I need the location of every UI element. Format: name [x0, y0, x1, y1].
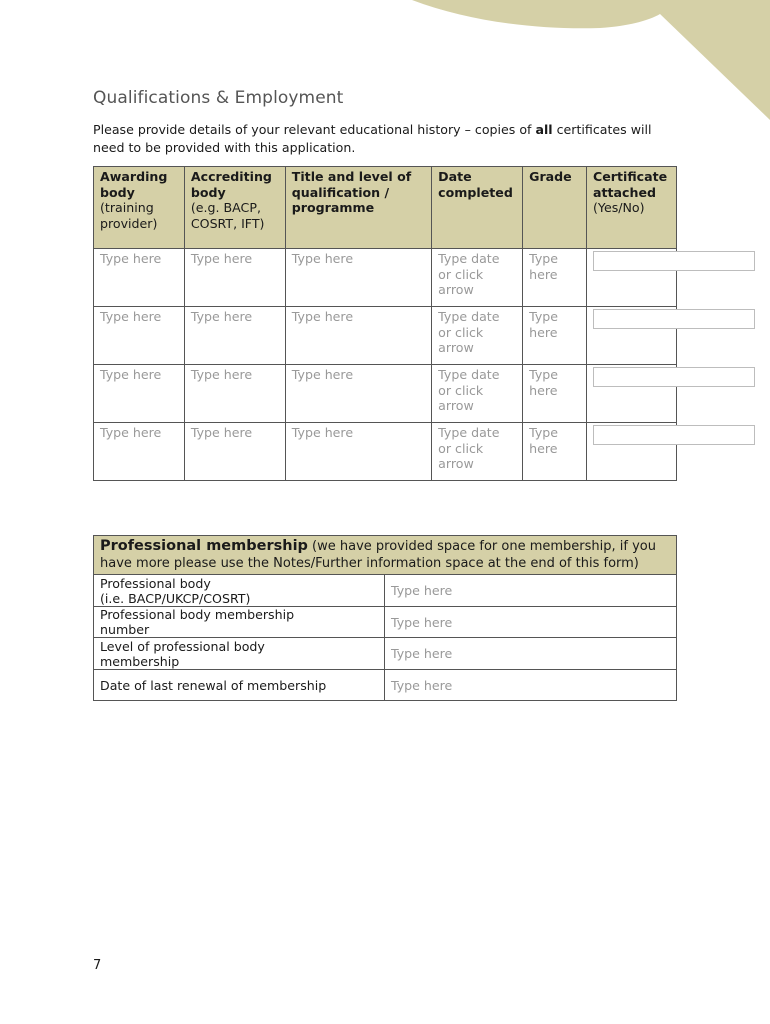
qualification-title-field[interactable]: Type here — [285, 307, 431, 365]
header-awarding-body: Awarding body (training provider) — [94, 167, 185, 249]
certificate-cell — [587, 307, 677, 365]
awarding-body-field[interactable]: Type here — [94, 307, 185, 365]
date-completed-field[interactable]: Type date or click arrow — [432, 365, 523, 423]
table-row — [94, 423, 677, 481]
professional-body-label: Professional body (i.e. BACP/UKCP/COSRT) — [94, 575, 385, 607]
membership-level-label: Level of professional body membership — [94, 638, 385, 670]
header-date-completed: Date completed — [432, 167, 523, 249]
professional-body-field[interactable]: Type here — [385, 575, 677, 607]
date-completed-field[interactable]: Type date or click arrow — [432, 249, 523, 307]
awarding-body-field[interactable]: Type here — [94, 365, 185, 423]
accrediting-body-field[interactable]: Type here — [184, 423, 285, 481]
certificate-cell — [587, 249, 677, 307]
membership-number-field[interactable]: Type here — [385, 607, 677, 638]
qualification-title-field[interactable]: Type here — [285, 365, 431, 423]
awarding-body-field[interactable]: Type here — [94, 249, 185, 307]
table-row — [94, 249, 677, 307]
certificate-attached-input[interactable] — [593, 251, 755, 271]
table-row — [94, 307, 677, 365]
header-grade: Grade — [523, 167, 587, 249]
grade-field[interactable]: Type here — [523, 365, 587, 423]
accrediting-body-field[interactable]: Type here — [184, 365, 285, 423]
certificate-cell — [587, 365, 677, 423]
certificate-attached-input[interactable] — [593, 425, 755, 445]
table-row — [94, 365, 677, 423]
membership-number-label: Professional body membership number — [94, 607, 385, 638]
last-renewal-label: Date of last renewal of membership — [94, 670, 385, 701]
membership-row — [94, 575, 677, 607]
awarding-body-field[interactable]: Type here — [94, 423, 185, 481]
accrediting-body-field[interactable]: Type here — [184, 307, 285, 365]
membership-row — [94, 670, 677, 701]
grade-field[interactable]: Type here — [523, 423, 587, 481]
page-title: Qualifications & Employment — [93, 88, 344, 108]
membership-header-row — [94, 536, 677, 575]
membership-level-field[interactable]: Type here — [385, 638, 677, 670]
grade-field[interactable]: Type here — [523, 307, 587, 365]
qualification-title-field[interactable]: Type here — [285, 249, 431, 307]
header-certificate-attached: Certificate attached (Yes/No) — [587, 167, 677, 249]
accrediting-body-field[interactable]: Type here — [184, 249, 285, 307]
intro-text: Please provide details of your relevant educational history – copies of all certificates will need to be provided with this application. — [93, 122, 652, 155]
date-completed-field[interactable]: Type date or click arrow — [432, 307, 523, 365]
qualifications-header-row — [94, 167, 677, 249]
certificate-attached-input[interactable] — [593, 309, 755, 329]
grade-field[interactable]: Type here — [523, 249, 587, 307]
certificate-attached-input[interactable] — [593, 367, 755, 387]
page-number: 7 — [93, 958, 102, 973]
membership-row — [94, 607, 677, 638]
header-title-level: Title and level of qualification / programme — [285, 167, 431, 249]
last-renewal-field[interactable]: Type here — [385, 670, 677, 701]
membership-header: Professional membership (we have provided space for one membership, if you have more please use the Notes/Further information space at the end of this form) — [94, 536, 677, 575]
qualification-title-field[interactable]: Type here — [285, 423, 431, 481]
date-completed-field[interactable]: Type date or click arrow — [432, 423, 523, 481]
membership-row — [94, 638, 677, 670]
qualifications-table — [93, 166, 677, 481]
header-accrediting-body: Accrediting body (e.g. BACP, COSRT, IFT) — [184, 167, 285, 249]
certificate-cell — [587, 423, 677, 481]
membership-table — [93, 535, 677, 701]
